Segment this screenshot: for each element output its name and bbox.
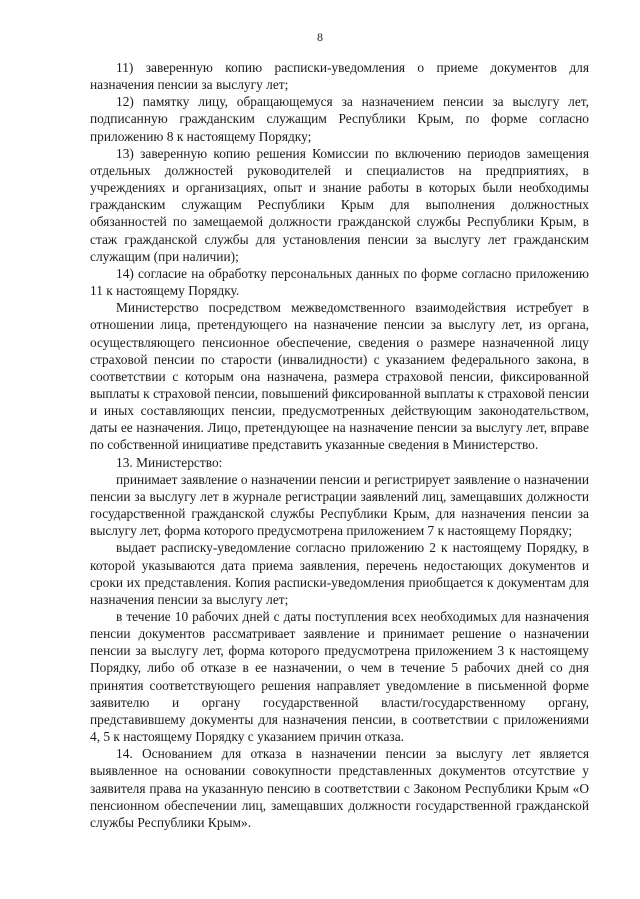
section-13-heading: 13. Министерство:: [116, 454, 223, 470]
section-14-refusal-grounds: 14. Основанием для отказа в назначении пенсии за выслугу лет является выявленное на основании совокупности представленных документов отсутствие у заявителя права на указанную пенсию в соответствии с Законом Республики Крым «О пенсионном обеспечении лиц, замещавших должности государственной гражданской службы Республики Крым».: [90, 746, 589, 830]
paragraph-ministry-request: Министерство посредством межведомственного взаимодействия истребует в отношении лица, претендующего на назначение пенсии за выслугу лет, из органа, осуществляющего пенсионное обеспечение, сведения о размере назначенной лицу страховой пенсии по старости (инвалидности) с указанием федерального закона, в соответствии с которым она назначена, размера страховой пенсии, фиксированной выплаты к страховой пенсии, повышений фиксированной выплаты к страховой пенсии и иных составляющих пенсии, предусмотренных действующим законодательством, даты ее назначения. Лицо, претендующее на назначение пенсии за выслугу лет, вправе по собственной инициативе представить указанные сведения в Министерство.: [90, 300, 589, 453]
page-number: 8: [317, 30, 323, 44]
paragraph-item-13: 13) заверенную копию решения Комиссии по включению периодов замещения отдельных должностей руководителей и специалистов на предприятиях, в учреждениях и организациях, опыт и знание работы в которых были необходимы гражданским служащим Республики Крым для выполнения должностных обязанностей по замещаемой должности гражданской службы Республики Крым, в стаж гражданской службы для установления пенсии за выслугу лет гражданским служащим (при наличии);: [90, 145, 589, 264]
paragraph-item-12: 12) памятку лицу, обращающемуся за назначением пенсии за выслугу лет, подписанную гражданским служащим Республики Крым, по форме согласно приложению 8 к настоящему Порядку;: [90, 94, 589, 144]
document-body: [90, 59, 589, 831]
paragraph-accepts-application: принимает заявление о назначении пенсии и регистрирует заявление о назначении пенсии за выслугу лет в журнале регистрации заявлений лиц, замещавших должности государственной гражданской службы Республики Крым, для назначения пенсии за выслугу лет, форма которого предусмотрена приложением 7 к настоящему Порядку;: [90, 471, 589, 539]
paragraph-review-deadline: в течение 10 рабочих дней с даты поступления всех необходимых для назначения пенсии документов рассматривает заявление и принимает решение о назначении пенсии за выслугу лет, форма которого предусмотрена приложением 3 к настоящему Порядку, либо об отказе в ее назначении, о чем в течение 5 рабочих дней со дня принятия соответствующего решения направляет уведомление в письменной форме заявителю и органу государственной власти/государственному органу, представившему документы для назначения пенсии, в соответствии с приложениями 4, 5 к настоящему Порядку с указанием причин отказа.: [90, 609, 589, 745]
paragraph-issues-receipt: выдает расписку-уведомление согласно приложению 2 к настоящему Порядку, в которой указываются дата приема заявления, перечень недостающих документов и сроки их представления. Копия расписки-уведомления приобщается к документам для назначения пенсии за выслугу лет;: [90, 540, 589, 607]
paragraph-item-11: 11) заверенную копию расписки-уведомления о приеме документов для назначения пенсии за выслугу лет;: [90, 60, 589, 93]
paragraph-item-14: 14) согласие на обработку персональных данных по форме согласно приложению 11 к настоящему Порядку.: [90, 265, 589, 299]
